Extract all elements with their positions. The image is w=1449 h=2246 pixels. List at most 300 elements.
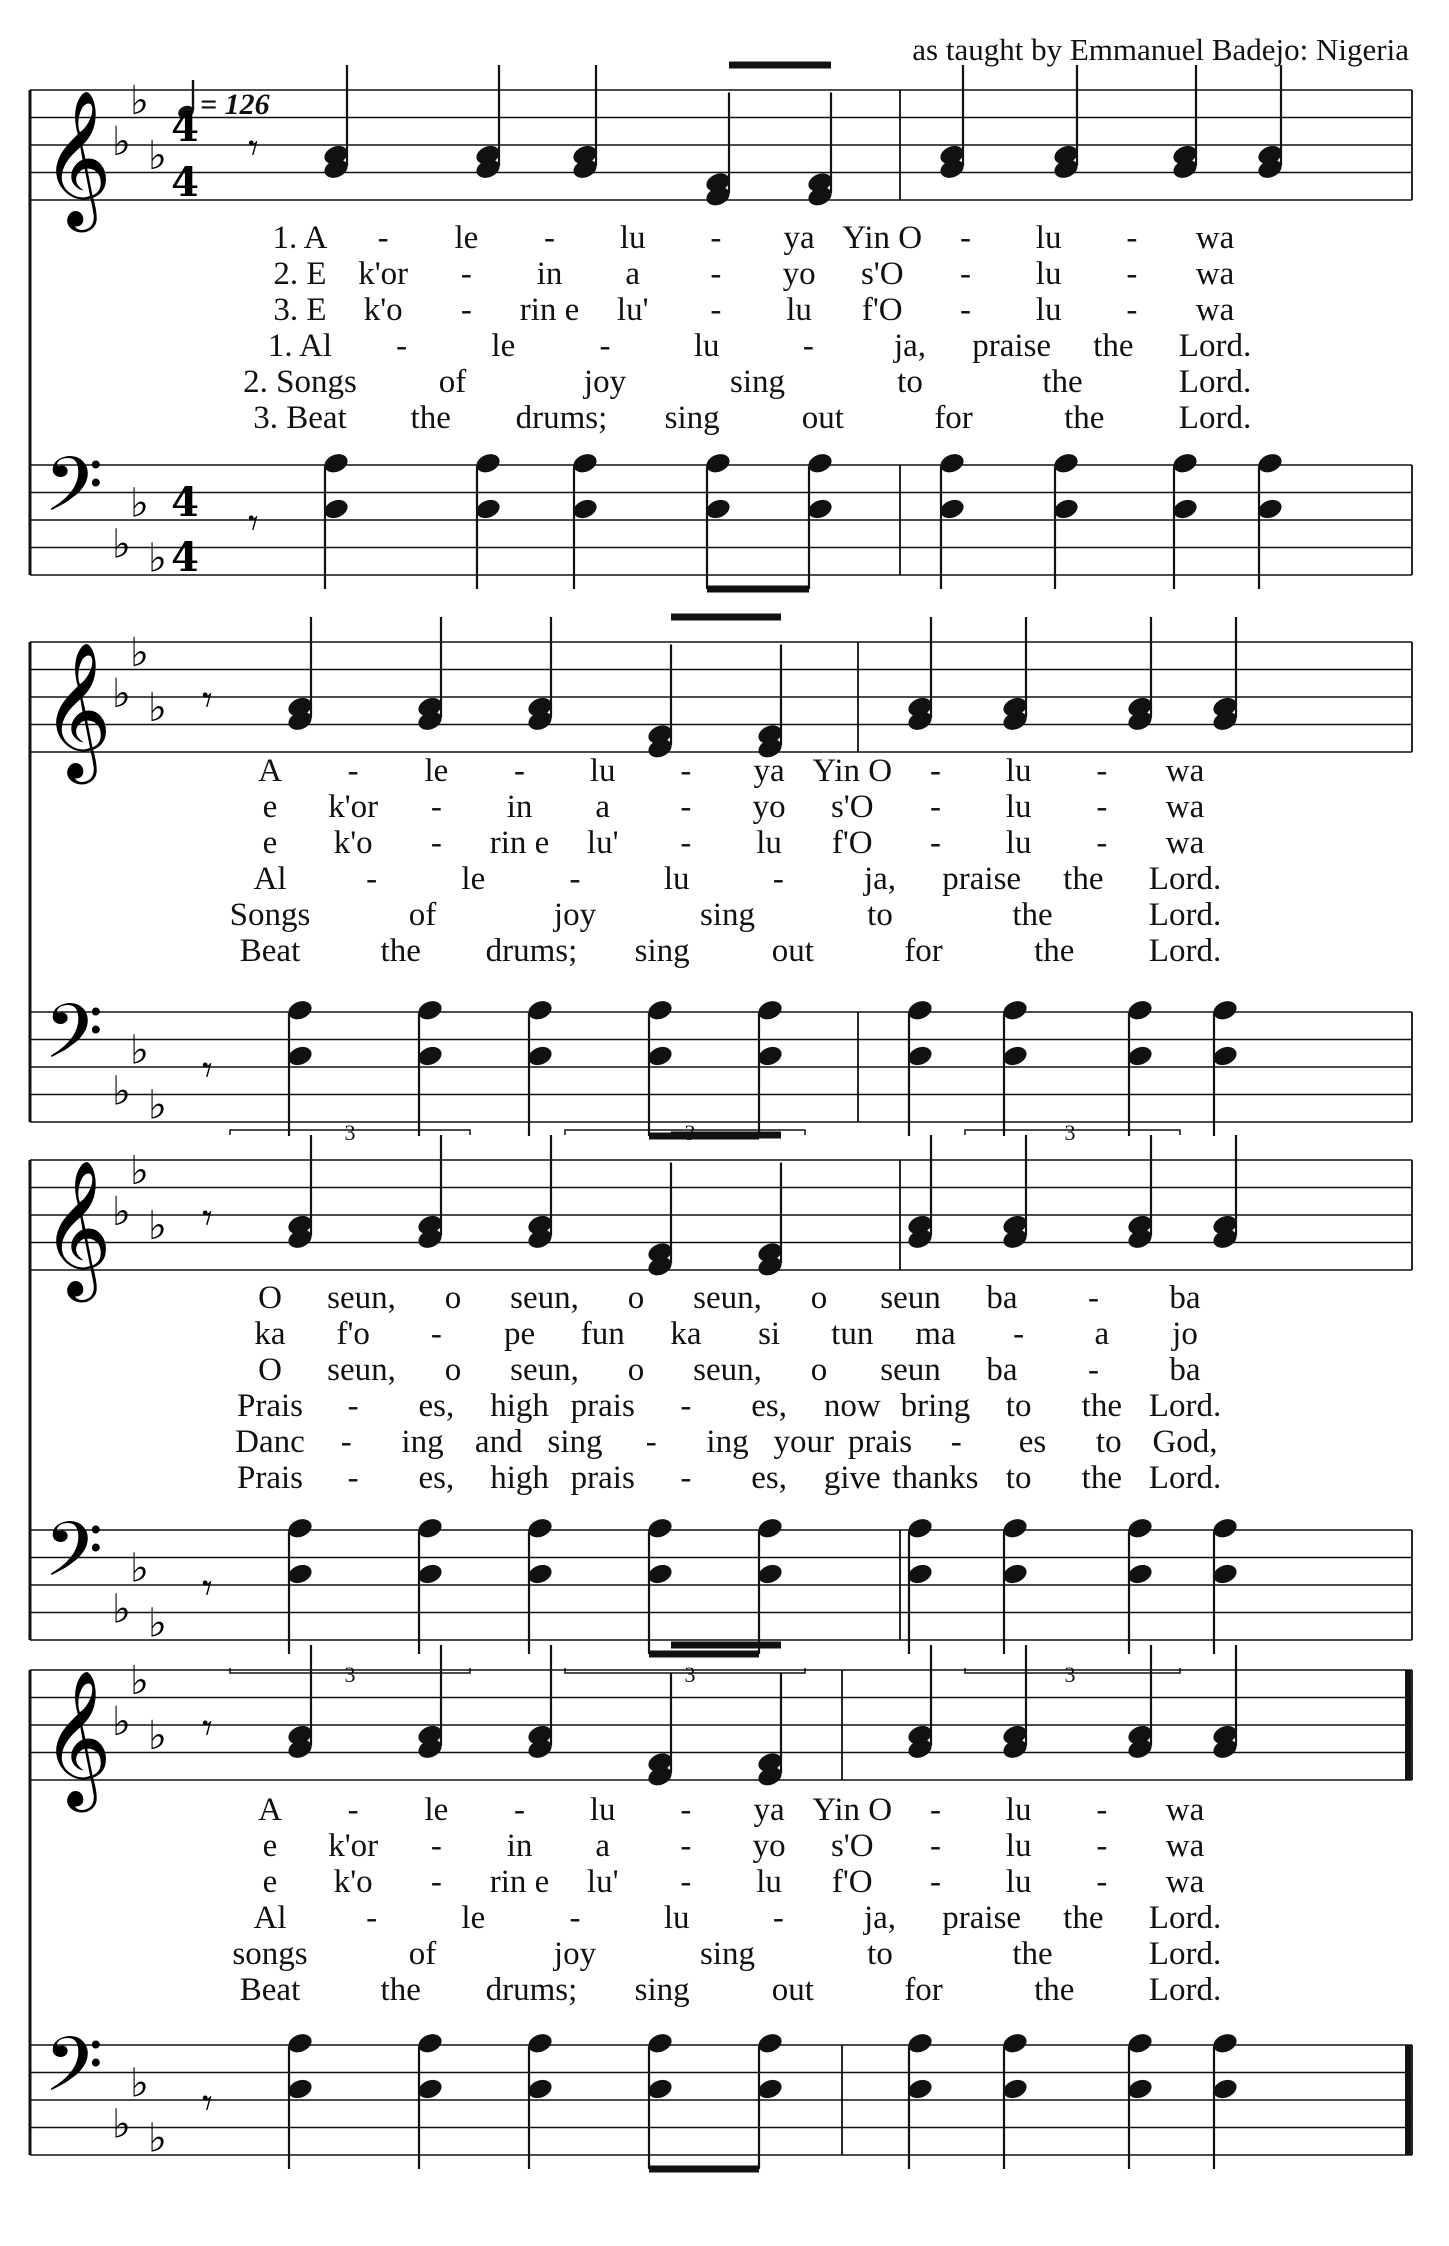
lyric-syllable: bring [900, 1388, 971, 1424]
lyric-syllable: - [396, 328, 408, 364]
lyric-syllable: Lord. [1178, 400, 1252, 436]
lyric-syllable: the [1063, 1900, 1104, 1936]
lyric-syllable: ya [753, 1792, 785, 1828]
flat-icon: ♭ [112, 1586, 131, 1633]
lyric-syllable: rin e [489, 1864, 550, 1900]
lyric-syllable: o [444, 1280, 462, 1316]
lyric-syllable: - [710, 220, 722, 256]
lyric-syllable: 3. E [273, 292, 327, 328]
lyric-syllable: the [1064, 400, 1105, 436]
lyric-syllable: for [904, 933, 943, 969]
lyric-syllable: - [645, 1424, 657, 1460]
lyric-syllable: to [1095, 1424, 1122, 1460]
lyric-syllable: - [680, 825, 692, 861]
lyric-syllable: - [929, 753, 941, 789]
lyric-syllable: Lord. [1148, 1972, 1222, 2008]
lyric-syllable: of [408, 897, 437, 933]
eighth-rest-icon: 𝄾 [248, 125, 259, 172]
lyric-syllable: the [410, 400, 451, 436]
lyric-syllable: 1. Al [267, 328, 333, 364]
bass-clef-icon: 𝄢 [44, 440, 104, 548]
lyric-syllable: prais [847, 1424, 913, 1460]
lyric-syllable: seun, [510, 1280, 579, 1316]
lyric-syllable: - [569, 1900, 581, 1936]
flat-icon: ♭ [148, 1082, 167, 1129]
lyric-syllable: es [1018, 1424, 1047, 1460]
lyric-syllable: seun [880, 1352, 941, 1388]
lyric-syllable: ma [915, 1316, 956, 1352]
lyric-syllable: drums; [515, 400, 608, 436]
lyric-syllable: seun, [510, 1352, 579, 1388]
lyric-syllable: - [710, 292, 722, 328]
lyric-syllable: wa [1165, 1792, 1205, 1828]
flat-icon: ♭ [148, 2115, 167, 2162]
bass-clef-icon: 𝄢 [44, 1505, 104, 1613]
lyric-syllable: Lord. [1148, 1936, 1222, 1972]
lyric-syllable: le [424, 753, 449, 789]
lyric-syllable: - [680, 1460, 692, 1496]
lyric-syllable: lu [589, 753, 616, 789]
lyric-syllable: O [258, 1352, 282, 1388]
lyric-syllable: k'o [333, 825, 373, 861]
flat-icon: ♭ [148, 684, 167, 731]
lyric-syllable: to [897, 364, 923, 400]
lyric-syllable: - [1126, 292, 1138, 328]
lyric-syllable: fun [580, 1316, 625, 1352]
lyric-syllable: lu' [586, 825, 619, 861]
eighth-rest-icon: 𝄾 [202, 1705, 213, 1752]
lyric-syllable: le [454, 220, 479, 256]
lyric-syllable: - [430, 825, 442, 861]
lyric-syllable: k'or [328, 789, 379, 825]
lyric-syllable: le [424, 1792, 449, 1828]
lyric-syllable: Danc [235, 1424, 305, 1460]
lyric-syllable: Songs [229, 897, 311, 933]
attribution: as taught by Emmanuel Badejo: Nigeria [912, 32, 1409, 67]
lyric-syllable: seun, [693, 1280, 762, 1316]
lyric-syllable: joy [583, 364, 627, 400]
lyric-syllable: in [506, 1828, 533, 1864]
lyric-syllable: seun, [327, 1352, 396, 1388]
triplet-number: 3 [1064, 1120, 1076, 1145]
time-signature: 4 [171, 159, 199, 206]
triplet-number: 3 [1064, 1662, 1076, 1687]
lyric-syllable: - [569, 861, 581, 897]
lyric-syllable: lu' [616, 292, 649, 328]
lyric-syllable: the [1081, 1460, 1122, 1496]
lyric-syllable: 3. Beat [253, 400, 347, 436]
lyric-syllable: k'or [328, 1828, 379, 1864]
eighth-rest-icon: 𝄾 [202, 1047, 213, 1094]
lyric-syllable: - [1126, 220, 1138, 256]
lyric-syllable: Al [253, 1900, 287, 1936]
lyric-syllable: of [408, 1936, 437, 1972]
lyric-syllable: - [959, 292, 971, 328]
treble-clef-icon: 𝄞 [42, 1158, 112, 1296]
triplet-number: 3 [344, 1120, 356, 1145]
lyric-syllable: drums; [485, 1972, 578, 2008]
lyric-syllable: praise [972, 328, 1052, 364]
lyric-syllable: lu [1005, 753, 1032, 789]
lyric-syllable: e [262, 1828, 278, 1864]
lyric-syllable: - [347, 1792, 359, 1828]
flat-icon: ♭ [130, 480, 149, 527]
lyric-syllable: - [430, 1316, 442, 1352]
lyric-syllable: - [514, 753, 526, 789]
lyric-syllable: k'or [358, 256, 409, 292]
lyric-syllable: for [934, 400, 973, 436]
lyric-syllable: - [929, 1864, 941, 1900]
lyric-syllable: now [823, 1388, 881, 1424]
triplet-number: 3 [684, 1120, 696, 1145]
lyric-syllable: out [771, 933, 814, 969]
lyric-syllable: le [461, 1900, 486, 1936]
flat-icon: ♭ [112, 1068, 131, 1115]
lyric-syllable: songs [232, 1936, 308, 1972]
lyric-syllable: - [1096, 753, 1108, 789]
lyric-syllable: rin e [519, 292, 580, 328]
lyric-syllable: le [491, 328, 516, 364]
eighth-rest-icon: 𝄾 [202, 677, 213, 724]
lyric-syllable: - [950, 1424, 962, 1460]
lyric-syllable: sing [634, 1972, 690, 2008]
lyric-syllable: lu [756, 1864, 782, 1900]
lyric-syllable: joy [553, 897, 597, 933]
treble-clef-icon: 𝄞 [42, 640, 112, 778]
lyric-syllable: jo [1172, 1316, 1198, 1352]
lyric-syllable: - [710, 256, 722, 292]
lyric-syllable: sing [699, 1936, 756, 1972]
lyric-syllable: ja, [863, 861, 897, 897]
bass-clef-icon: 𝄢 [44, 2020, 104, 2128]
lyric-syllable: to [1005, 1388, 1032, 1424]
lyric-syllable: yo [782, 256, 816, 292]
lyric-syllable: o [444, 1352, 462, 1388]
eighth-rest-icon: 𝄾 [202, 1565, 213, 1612]
lyric-syllable: thanks [892, 1460, 979, 1496]
lyric-syllable: for [904, 1972, 943, 2008]
lyric-syllable: ka [670, 1316, 702, 1352]
lyric-syllable: tun [831, 1316, 874, 1352]
treble-clef-icon: 𝄞 [42, 88, 112, 226]
lyric-syllable: Beat [239, 1972, 301, 2008]
lyric-syllable: - [460, 292, 472, 328]
flat-icon: ♭ [130, 1657, 149, 1704]
lyric-syllable: si [758, 1316, 781, 1352]
lyric-syllable: o [627, 1352, 645, 1388]
lyric-syllable: ba [1169, 1352, 1201, 1388]
lyric-syllable: s'O [830, 1828, 874, 1864]
lyric-syllable: ya [753, 753, 785, 789]
lyric-syllable: e [262, 789, 278, 825]
lyric-syllable: the [1034, 933, 1075, 969]
lyric-syllable: of [438, 364, 467, 400]
lyric-syllable: 2. Songs [243, 364, 357, 400]
lyric-syllable: high [490, 1460, 549, 1496]
lyric-syllable: high [490, 1388, 549, 1424]
lyric-syllable: e [262, 825, 278, 861]
lyric-syllable: f'O [831, 825, 873, 861]
lyric-syllable: Lord. [1148, 933, 1222, 969]
lyric-syllable: - [680, 1828, 692, 1864]
lyric-syllable: lu [663, 1900, 690, 1936]
lyric-syllable: lu [1035, 292, 1062, 328]
lyric-syllable: lu [663, 861, 690, 897]
lyric-syllable: praise [942, 861, 1022, 897]
flat-icon: ♭ [130, 629, 149, 676]
triplet-number: 3 [344, 1662, 356, 1687]
lyric-syllable: in [536, 256, 563, 292]
lyric-syllable: rin e [489, 825, 550, 861]
lyric-syllable: - [366, 1900, 378, 1936]
lyric-syllable: es, [751, 1460, 787, 1496]
lyric-syllable: - [514, 1792, 526, 1828]
lyric-syllable: 2. E [273, 256, 327, 292]
lyric-syllable: o [810, 1280, 828, 1316]
flat-icon: ♭ [148, 1600, 167, 1647]
lyric-syllable: lu [1005, 789, 1032, 825]
lyric-syllable: lu [693, 328, 720, 364]
lyric-syllable: - [340, 1424, 352, 1460]
lyric-syllable: drums; [485, 933, 578, 969]
lyric-syllable: - [1088, 1352, 1099, 1388]
flat-icon: ♭ [130, 1147, 149, 1194]
lyric-syllable: - [460, 256, 472, 292]
lyric-syllable: ba [1169, 1280, 1201, 1316]
lyric-syllable: lu [1035, 256, 1062, 292]
lyric-syllable: seun, [693, 1352, 762, 1388]
lyric-syllable: lu [1005, 1864, 1032, 1900]
lyric-syllable: wa [1165, 1828, 1205, 1864]
lyric-syllable: - [347, 753, 359, 789]
lyric-syllable: - [802, 328, 814, 364]
lyric-syllable: - [430, 1864, 442, 1900]
lyric-syllable: - [772, 1900, 784, 1936]
lyric-syllable: a [625, 256, 641, 292]
flat-icon: ♭ [112, 1189, 131, 1235]
lyric-syllable: - [680, 789, 692, 825]
flat-icon: ♭ [148, 132, 167, 179]
lyric-syllable: - [599, 328, 611, 364]
lyric-syllable: Prais [237, 1460, 303, 1496]
lyric-syllable: a [595, 1828, 611, 1864]
time-signature: 4 [171, 534, 199, 581]
lyric-syllable: Lord. [1178, 364, 1252, 400]
lyric-syllable: - [430, 1828, 442, 1864]
lyric-syllable: seun [880, 1280, 941, 1316]
lyric-syllable: A [258, 1792, 282, 1828]
lyric-syllable: Beat [239, 933, 301, 969]
lyric-syllable: a [1094, 1316, 1110, 1352]
lyric-syllable: ba [986, 1352, 1018, 1388]
lyric-syllable: prais [570, 1388, 635, 1424]
lyric-syllable: wa [1165, 789, 1205, 825]
lyric-syllable: ing [401, 1424, 444, 1460]
lyric-syllable: - [680, 1792, 692, 1828]
lyric-syllable: f'O [861, 292, 903, 328]
lyric-syllable: - [366, 861, 378, 897]
lyric-syllable: f'o [336, 1316, 370, 1352]
flat-icon: ♭ [148, 1712, 167, 1759]
lyric-syllable: - [347, 1388, 359, 1424]
flat-icon: ♭ [112, 119, 131, 165]
lyric-syllable: the [1042, 364, 1083, 400]
lyric-syllable: A [258, 753, 282, 789]
lyric-syllable: the [1081, 1388, 1122, 1424]
lyric-syllable: sing [547, 1424, 603, 1460]
treble-clef-icon: 𝄞 [42, 1668, 112, 1806]
bass-clef-icon: 𝄢 [44, 987, 104, 1095]
lyric-syllable: ya [783, 220, 815, 256]
lyric-syllable: - [544, 220, 556, 256]
lyric-syllable: - [1096, 1828, 1108, 1864]
lyric-syllable: lu [619, 220, 646, 256]
lyric-syllable: - [680, 1388, 692, 1424]
lyric-syllable: the [380, 1972, 421, 2008]
flat-icon: ♭ [148, 1202, 167, 1249]
flat-icon: ♭ [130, 1027, 149, 1074]
lyric-syllable: Al [253, 861, 287, 897]
lyric-syllable: joy [553, 1936, 597, 1972]
lyric-syllable: - [929, 1828, 941, 1864]
lyric-syllable: a [595, 789, 611, 825]
lyric-syllable: e [262, 1864, 278, 1900]
lyric-syllable: the [1093, 328, 1134, 364]
lyric-syllable: sing [699, 897, 756, 933]
lyric-syllable: give [823, 1460, 881, 1496]
lyric-syllable: ja, [893, 328, 927, 364]
lyric-syllable: Lord. [1148, 1388, 1222, 1424]
flat-icon: ♭ [112, 671, 131, 717]
lyric-syllable: o [810, 1352, 828, 1388]
lyric-syllable: es, [751, 1388, 787, 1424]
lyric-syllable: - [1096, 825, 1108, 861]
lyric-syllable: out [771, 1972, 814, 2008]
lyric-syllable: the [1012, 1936, 1053, 1972]
lyric-syllable: in [506, 789, 533, 825]
flat-icon: ♭ [130, 1545, 149, 1592]
lyric-syllable: - [1096, 1864, 1108, 1900]
lyric-syllable: wa [1165, 1864, 1205, 1900]
time-signature: 4 [171, 479, 199, 526]
flat-icon: ♭ [148, 535, 167, 582]
lyric-syllable: wa [1195, 256, 1235, 292]
lyric-syllable: le [461, 861, 486, 897]
lyric-syllable: lu' [586, 1864, 619, 1900]
lyric-syllable: - [430, 789, 442, 825]
eighth-rest-icon: 𝄾 [202, 1195, 213, 1242]
tempo-value: = 126 [200, 88, 270, 121]
eighth-rest-icon: 𝄾 [202, 2080, 213, 2127]
lyric-syllable: ing [706, 1424, 749, 1460]
lyric-syllable: lu [1005, 1828, 1032, 1864]
flat-icon: ♭ [112, 521, 131, 568]
lyric-syllable: lu [1005, 1792, 1032, 1828]
triplet-number: 3 [684, 1662, 696, 1687]
lyric-syllable: to [1005, 1460, 1032, 1496]
lyric-syllable: the [380, 933, 421, 969]
time-signature: 4 [171, 104, 199, 151]
lyric-syllable: k'o [363, 292, 403, 328]
flat-icon: ♭ [112, 2101, 131, 2148]
lyric-syllable: sing [634, 933, 690, 969]
lyric-syllable: Yin O [842, 220, 923, 256]
lyric-syllable: es, [418, 1388, 455, 1424]
lyric-syllable: es, [418, 1460, 455, 1496]
flat-icon: ♭ [130, 77, 149, 124]
lyric-syllable: sing [664, 400, 720, 436]
lyric-syllable: out [801, 400, 844, 436]
lyric-syllable: o [627, 1280, 645, 1316]
lyric-syllable: lu [786, 292, 812, 328]
lyric-syllable: Lord. [1148, 861, 1222, 897]
lyric-syllable: Prais [237, 1388, 303, 1424]
lyric-syllable: Lord. [1148, 1900, 1222, 1936]
lyric-syllable: Lord. [1148, 1460, 1222, 1496]
lyric-syllable: prais [570, 1460, 635, 1496]
eighth-rest-icon: 𝄾 [248, 500, 259, 547]
lyric-syllable: to [867, 897, 893, 933]
lyric-syllable: yo [752, 1828, 786, 1864]
lyric-syllable: - [680, 1864, 692, 1900]
lyric-syllable: - [1096, 1792, 1108, 1828]
lyric-syllable: praise [942, 1900, 1022, 1936]
lyric-syllable: Lord. [1148, 897, 1222, 933]
lyric-syllable: the [1063, 861, 1104, 897]
lyric-syllable: - [680, 753, 692, 789]
lyric-syllable: - [1096, 789, 1108, 825]
lyric-syllable: wa [1195, 292, 1235, 328]
lyric-syllable: - [1126, 256, 1138, 292]
flat-icon: ♭ [130, 2060, 149, 2107]
lyric-syllable: - [377, 220, 389, 256]
lyric-syllable: - [929, 825, 941, 861]
lyric-syllable: - [929, 1792, 941, 1828]
flat-icon: ♭ [112, 1699, 131, 1745]
lyric-syllable: the [1034, 1972, 1075, 2008]
lyric-syllable: to [867, 1936, 893, 1972]
lyric-syllable: Yin O [812, 1792, 893, 1828]
lyric-syllable: lu [756, 825, 782, 861]
lyric-syllable: sing [729, 364, 786, 400]
lyric-syllable: - [1088, 1280, 1099, 1316]
lyric-syllable: Yin O [812, 753, 893, 789]
lyric-syllable: - [772, 861, 784, 897]
lyric-syllable: your [773, 1424, 834, 1460]
lyric-syllable: - [347, 1460, 359, 1496]
lyric-syllable: God, [1152, 1424, 1218, 1460]
lyric-syllable: s'O [830, 789, 874, 825]
lyric-syllable: wa [1165, 753, 1205, 789]
lyric-syllable: 1. A [272, 220, 328, 256]
lyric-syllable: Lord. [1178, 328, 1252, 364]
lyric-syllable: lu [1035, 220, 1062, 256]
lyric-syllable: - [959, 220, 971, 256]
lyric-syllable: pe [503, 1316, 536, 1352]
lyric-syllable: - [929, 789, 941, 825]
lyric-syllable: lu [589, 1792, 616, 1828]
lyric-syllable: the [1012, 897, 1053, 933]
lyric-syllable: lu [1005, 825, 1032, 861]
lyric-syllable: seun, [327, 1280, 396, 1316]
lyric-syllable: ka [254, 1316, 286, 1352]
lyric-syllable: O [258, 1280, 282, 1316]
lyric-syllable: and [474, 1424, 523, 1460]
lyric-syllable: - [1013, 1316, 1025, 1352]
lyric-syllable: ja, [863, 1900, 897, 1936]
lyric-syllable: ba [986, 1280, 1018, 1316]
lyric-syllable: s'O [860, 256, 904, 292]
